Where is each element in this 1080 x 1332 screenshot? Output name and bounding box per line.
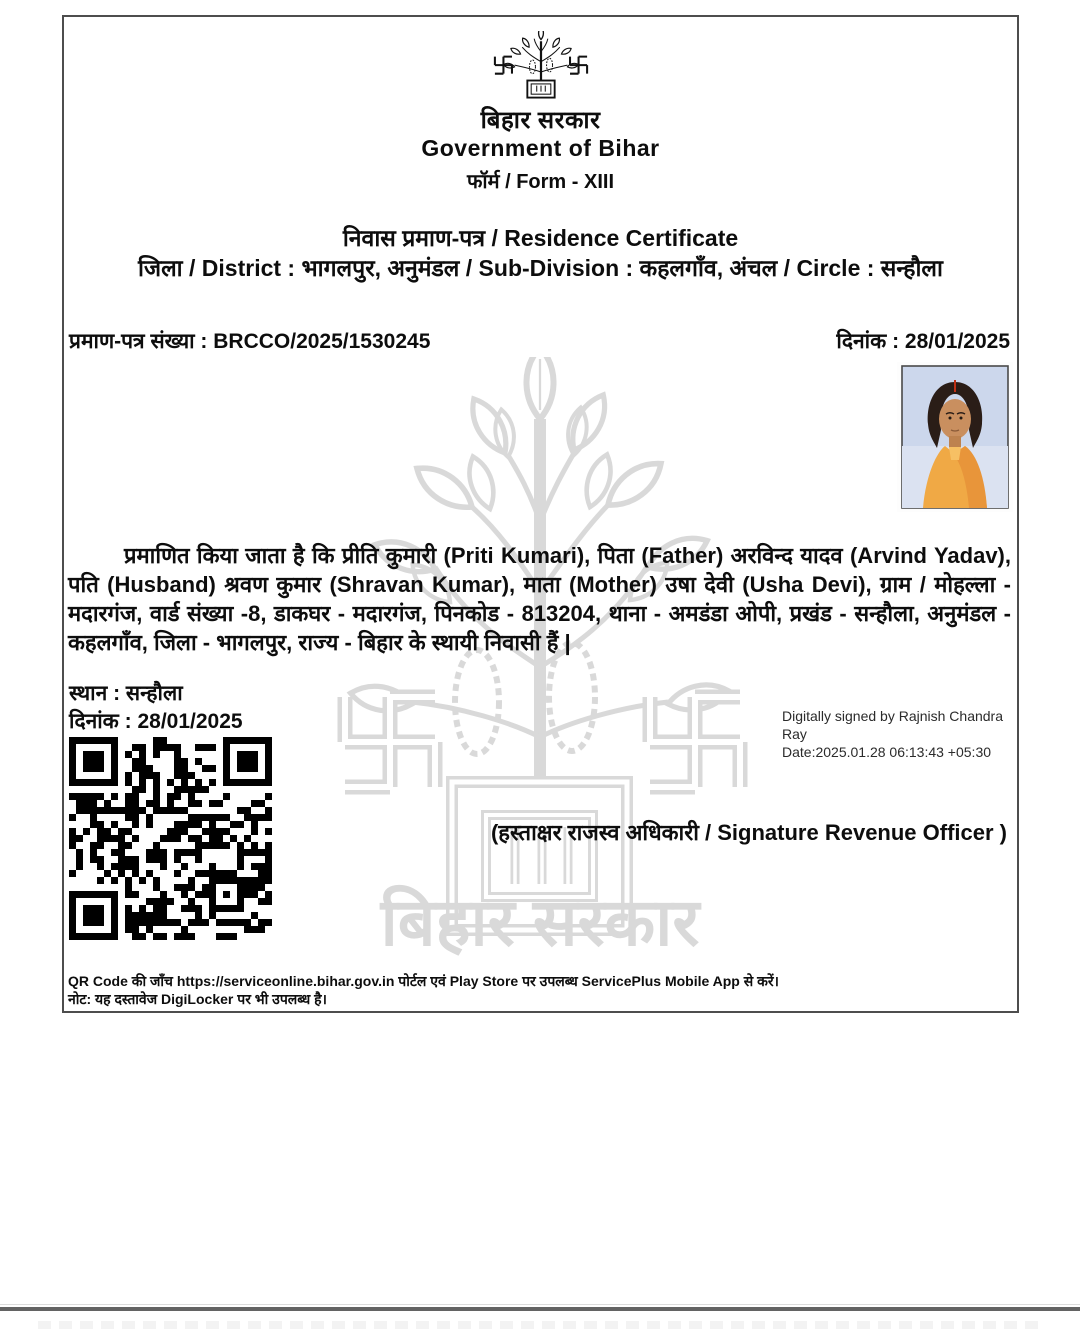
org-name-english: Government of Bihar <box>421 135 660 161</box>
district-subdivision-circle-line: जिला / District : भागलपुर, अनुमंडल / Sub-Division : कहलगाँव, अंचल / Circle : सन्हौला <box>138 255 943 281</box>
certificate-body-text: प्रमाणित किया जाता है कि प्रीति कुमारी (Priti Kumari), पिता (Father) अरविन्द यादव (Arvind Yadav), पति (Husband) श्रवण कुमार (Shravan Kumar), माता (Mother) उषा देवी (Usha Devi), ग्राम / मोहल्ला - मदारगंज, वार्ड संख्या -8, डाकघर - मदारगंज, पिनकोड - 813204, थाना - अमडंडा ओपी, प्रखंड - सन्हौला, अनुमंडल - कहलगाँव, जिला - भागलपुर, राज्य - बिहार के स्थायी निवासी हैं | <box>68 543 1011 655</box>
digital-signature-line2: Date:2025.01.28 06:13:43 +05:30 <box>782 744 992 760</box>
watermark-text: बिहार सरकार <box>380 885 700 957</box>
qr-code <box>69 737 272 940</box>
digital-signature-text <box>782 707 1017 761</box>
org-name-hindi: बिहार सरकार <box>480 107 601 134</box>
certificate-border-box <box>62 15 1019 1013</box>
document-title: निवास प्रमाण-पत्र / Residence Certificate <box>342 225 739 251</box>
form-number-line: फॉर्म / Form - XIII <box>466 171 614 193</box>
cutoff-faint-text <box>38 1321 1043 1329</box>
digilocker-note: नोट: यह दस्तावेज DigiLocker पर भी उपलब्ध है। <box>68 991 327 1007</box>
signature-officer-line: (हस्ताक्षर राजस्व अधिकारी / Signature Revenue Officer ) <box>490 820 1007 845</box>
digital-signature-line1: Digitally signed by Rajnish Chandra Ray <box>782 708 1004 742</box>
date-line: दिनांक : 28/01/2025 <box>69 710 243 733</box>
issue-date: दिनांक : 28/01/2025 <box>836 330 1010 353</box>
bottom-divider-light <box>0 1304 1080 1305</box>
bihar-emblem-watermark <box>300 357 780 957</box>
certificate-meta-row <box>69 327 1010 355</box>
place-line: स्थान : सन्हौला <box>69 682 183 705</box>
applicant-photo <box>897 362 1013 512</box>
bottom-divider-line <box>0 1307 1080 1311</box>
footer-notes <box>68 972 1013 1008</box>
bihar-government-emblem-icon <box>485 31 597 101</box>
certificate-number: प्रमाण-पत्र संख्या : BRCCO/2025/1530245 <box>69 330 431 353</box>
qr-verification-note: QR Code की जाँच https://serviceonline.bihar.gov.in पोर्टल एवं Play Store पर उपलब्ध ServicePlus Mobile App से करें। <box>68 973 779 989</box>
